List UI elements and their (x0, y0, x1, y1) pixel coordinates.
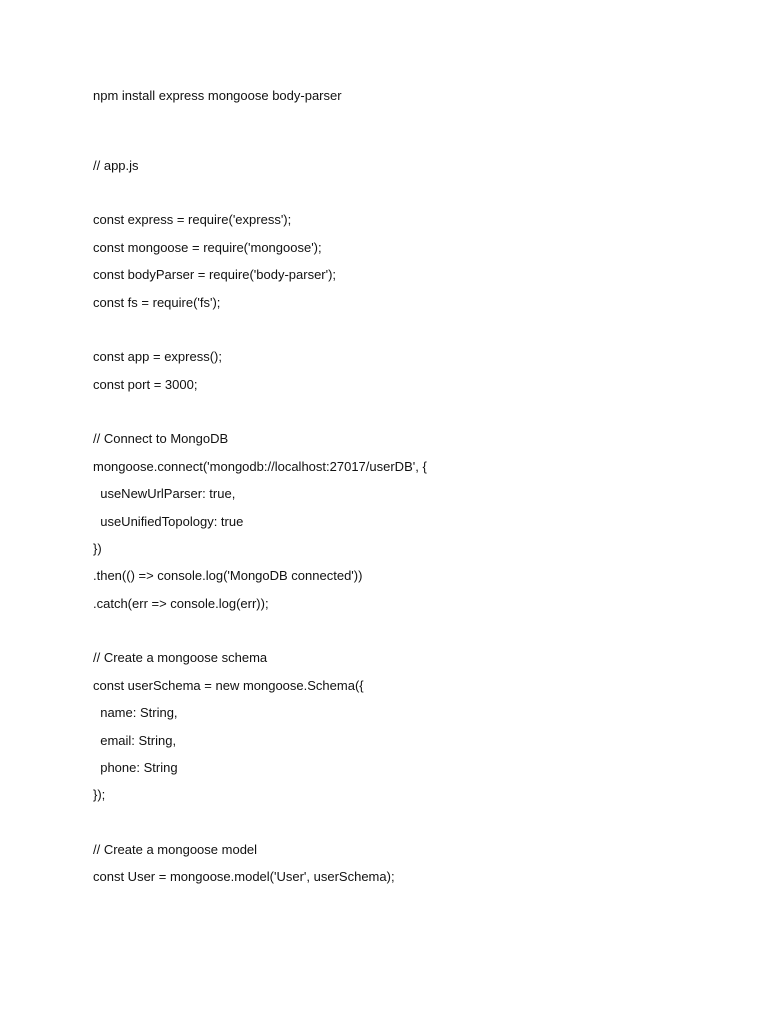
doc-line: .then(() => console.log('MongoDB connected')) (93, 568, 363, 583)
doc-line: }); (93, 787, 106, 802)
doc-line: }) (93, 541, 102, 556)
doc-line: mongoose.connect('mongodb://localhost:27017/userDB', { (93, 459, 427, 474)
doc-line: const mongoose = require('mongoose'); (93, 240, 322, 255)
doc-line: name: String, (93, 705, 178, 720)
doc-line: const userSchema = new mongoose.Schema({ (93, 678, 364, 693)
doc-line: // Create a mongoose model (93, 842, 258, 857)
doc-line: const User = mongoose.model('User', userSchema); (93, 869, 395, 884)
doc-line: const express = require('express'); (93, 212, 292, 227)
doc-line: phone: String (93, 760, 178, 775)
doc-line: const fs = require('fs'); (93, 295, 221, 310)
doc-line: .catch(err => console.log(err)); (93, 596, 269, 611)
doc-line: email: String, (93, 733, 177, 748)
doc-line: npm install express mongoose body-parser (93, 88, 342, 103)
doc-line: const port = 3000; (93, 377, 198, 392)
code-text-block (93, 0, 693, 1024)
doc-line: const app = express(); (93, 349, 222, 364)
doc-line: // app.js (93, 158, 139, 173)
doc-line: // Create a mongoose schema (93, 650, 268, 665)
doc-line: const bodyParser = require('body-parser'); (93, 267, 337, 282)
doc-line: useUnifiedTopology: true (93, 514, 244, 529)
doc-line: // Connect to MongoDB (93, 431, 229, 446)
doc-line: useNewUrlParser: true, (93, 486, 236, 501)
